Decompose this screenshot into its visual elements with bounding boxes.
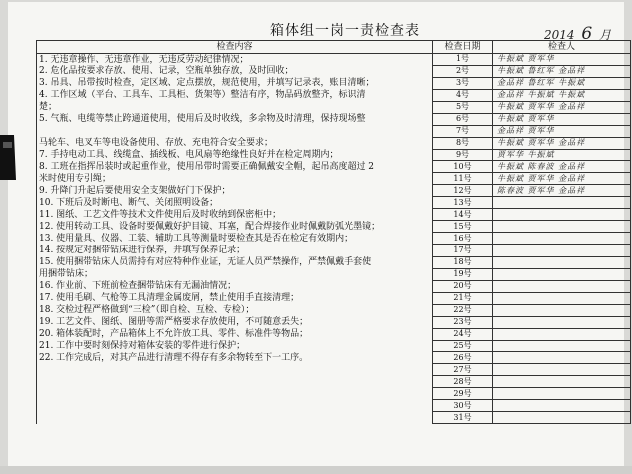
table-row <box>37 328 631 340</box>
table-row <box>37 412 631 424</box>
check-item <box>37 412 433 424</box>
table-row <box>37 256 631 268</box>
check-item: 14. 按规定对捆带钻床进行保养，并填写保养记录； <box>37 245 433 257</box>
table-row <box>37 185 631 197</box>
date-year: 2014 <box>544 28 575 42</box>
check-item: 用捆带钻床； <box>37 268 433 280</box>
table-row <box>37 245 631 257</box>
table-row <box>37 54 631 66</box>
day-cell: 10号 <box>433 161 493 173</box>
header-date: 检查日期 <box>433 41 493 54</box>
inspector-signature <box>493 364 631 376</box>
day-cell: 26号 <box>433 352 493 364</box>
table-row <box>37 340 631 352</box>
inspection-table <box>36 40 631 424</box>
inspector-signature <box>493 388 631 400</box>
check-item <box>37 376 433 388</box>
inspector-signature <box>493 304 631 316</box>
inspection-sheet <box>8 2 624 472</box>
table-row <box>37 89 631 101</box>
inspector-signature: 牛振斌 鲁红军 金品祥 <box>493 65 631 77</box>
day-cell: 8号 <box>433 137 493 149</box>
check-item: 5. 气瓶、电缆等禁止跨通道使用，使用后及时收线，多余物及时清理，保持现场整 <box>37 113 433 125</box>
check-item: 8. 工班在指挥吊装时或起重作业，使用吊带时需要正确佩戴安全帽，起吊高度超过 2 <box>37 161 433 173</box>
table-row <box>37 316 631 328</box>
day-cell: 31号 <box>433 412 493 424</box>
day-cell: 25号 <box>433 340 493 352</box>
day-cell: 2号 <box>433 65 493 77</box>
check-item: 1. 无违章操作、无违章作业，无违反劳动纪律情况； <box>37 54 433 66</box>
check-item <box>37 364 433 376</box>
table-row <box>37 352 631 364</box>
inspector-signature: 牛振斌 贾军华 <box>493 54 631 66</box>
day-cell: 16号 <box>433 233 493 245</box>
check-item: 米时使用专引绳； <box>37 173 433 185</box>
inspector-signature <box>493 292 631 304</box>
inspector-signature <box>493 400 631 412</box>
day-cell: 9号 <box>433 149 493 161</box>
table-header-row <box>37 41 631 54</box>
table-row <box>37 137 631 149</box>
table-row <box>37 77 631 89</box>
check-item: 马轮车、电叉车等电设备使用、存放、充电符合安全要求； <box>37 137 433 149</box>
day-cell: 20号 <box>433 280 493 292</box>
inspector-signature <box>493 256 631 268</box>
table-row <box>37 292 631 304</box>
table-row <box>37 197 631 209</box>
check-item: 7. 手持电动工具、线缆盒、插线板、电风扇等绝缘性良好并在检定周期内； <box>37 149 433 161</box>
check-item: 16. 作业前、下班前检查捆带钻床有无漏油情况； <box>37 280 433 292</box>
check-item: 20. 箱体装配时，产品箱体上不允许放工具、零件、标准件等物品； <box>37 328 433 340</box>
inspector-signature: 金品祥 鲁红军 牛振斌 <box>493 77 631 89</box>
check-item: 11. 图纸、工艺文件等技术文件使用后及时收纳到保密柜中； <box>37 209 433 221</box>
day-cell: 13号 <box>433 197 493 209</box>
table-row <box>37 376 631 388</box>
day-cell: 23号 <box>433 316 493 328</box>
date-month-suffix: 月 <box>599 28 612 42</box>
date-month: 6 <box>581 24 593 44</box>
day-cell: 21号 <box>433 292 493 304</box>
table-row <box>37 364 631 376</box>
inspector-signature <box>493 316 631 328</box>
binder-clip <box>0 130 18 185</box>
check-item: 22. 工作完成后，对其产品进行清理不得存有多余物转至下一工序。 <box>37 352 433 364</box>
check-item: 楚； <box>37 101 433 113</box>
table-row <box>37 233 631 245</box>
inspector-signature <box>493 280 631 292</box>
day-cell: 19号 <box>433 268 493 280</box>
inspector-signature <box>493 209 631 221</box>
binder-clip-shape <box>0 130 18 185</box>
day-cell: 14号 <box>433 209 493 221</box>
check-item: 19. 工艺文件、图纸、图册等需严格要求存放使用，不可随意丢失； <box>37 316 433 328</box>
day-cell: 3号 <box>433 77 493 89</box>
inspector-signature: 金品祥 牛振斌 牛振斌 <box>493 89 631 101</box>
table-row <box>37 268 631 280</box>
check-item <box>37 388 433 400</box>
page-bottom-edge <box>0 466 632 474</box>
inspector-signature <box>493 197 631 209</box>
day-cell: 4号 <box>433 89 493 101</box>
inspector-signature <box>493 245 631 257</box>
day-cell: 29号 <box>433 388 493 400</box>
inspector-signature: 金品祥 贾军华 <box>493 125 631 137</box>
check-item: 17. 使用毛刷、气枪等工具清理金属废屑，禁止使用手直接清理； <box>37 292 433 304</box>
check-item: 2. 危化品按要求存放、使用、记录，空瓶单独存放，及时回收； <box>37 65 433 77</box>
inspector-signature <box>493 376 631 388</box>
check-item: 4. 工作区域（平台、工具车、工具柜、货架等）整洁有序，物品码放整齐，标识清 <box>37 89 433 101</box>
day-cell: 6号 <box>433 113 493 125</box>
table-row <box>37 400 631 412</box>
table-row <box>37 280 631 292</box>
table-row <box>37 125 631 137</box>
day-cell: 11号 <box>433 173 493 185</box>
inspector-signature: 贾军华 牛振斌 <box>493 149 631 161</box>
day-cell: 28号 <box>433 376 493 388</box>
table-row <box>37 304 631 316</box>
inspector-signature: 牛振斌 陈春波 金品祥 <box>493 161 631 173</box>
check-item: 12. 使用转动工具、设备时要佩戴好护目镜、耳塞，配合焊接作业时佩戴防弧光墨镜； <box>37 221 433 233</box>
day-cell: 12号 <box>433 185 493 197</box>
day-cell: 1号 <box>433 54 493 66</box>
inspector-signature: 牛振斌 贾军华 <box>493 113 631 125</box>
check-item: 13. 使用量具、仪器、工装、辅助工具等测量时要检查其是否在检定有效期内； <box>37 233 433 245</box>
inspector-signature <box>493 221 631 233</box>
inspector-signature <box>493 352 631 364</box>
header-inspector: 检查人 <box>493 41 631 54</box>
day-cell: 15号 <box>433 221 493 233</box>
inspector-signature <box>493 328 631 340</box>
day-cell: 22号 <box>433 304 493 316</box>
inspector-signature: 牛振斌 贾军华 金品祥 <box>493 101 631 113</box>
check-item <box>37 125 433 137</box>
day-cell: 30号 <box>433 400 493 412</box>
table-row <box>37 101 631 113</box>
inspector-signature: 陈春波 贾军华 金品祥 <box>493 185 631 197</box>
inspector-signature: 牛振斌 贾军华 金品祥 <box>493 173 631 185</box>
table-row <box>37 161 631 173</box>
day-cell: 17号 <box>433 245 493 257</box>
day-cell: 5号 <box>433 101 493 113</box>
check-item: 9. 升降门升起后要使用安全支架做好门下保护； <box>37 185 433 197</box>
inspector-signature: 牛振斌 贾军华 金品祥 <box>493 137 631 149</box>
check-item: 15. 使用捆带钻床人员需持有对应特种作业证，无证人员严禁操作，严禁佩戴手套使 <box>37 256 433 268</box>
day-cell: 18号 <box>433 256 493 268</box>
check-item: 21. 工作中要时刻保持对箱体安装的零件进行保护； <box>37 340 433 352</box>
sheet-title: 箱体组一岗一责检查表 <box>270 23 420 39</box>
header-content: 检查内容 <box>37 41 433 54</box>
day-cell: 24号 <box>433 328 493 340</box>
check-item: 3. 吊具、吊带按时检查，定区域、定点摆放，规范使用，并填写记录表，账目清晰； <box>37 77 433 89</box>
check-item: 18. 交检过程严格做到“三检”（即自检、互检、专检）； <box>37 304 433 316</box>
table-row <box>37 388 631 400</box>
inspector-signature <box>493 412 631 424</box>
day-cell: 27号 <box>433 364 493 376</box>
table-row <box>37 65 631 77</box>
inspector-signature <box>493 233 631 245</box>
table-row <box>37 221 631 233</box>
table-row <box>37 209 631 221</box>
table-row <box>37 113 631 125</box>
inspector-signature <box>493 268 631 280</box>
table-row <box>37 149 631 161</box>
day-cell: 7号 <box>433 125 493 137</box>
check-item: 10. 下班后及时断电、断气、关闭照明设备； <box>37 197 433 209</box>
check-item <box>37 400 433 412</box>
table-row <box>37 173 631 185</box>
inspector-signature <box>493 340 631 352</box>
